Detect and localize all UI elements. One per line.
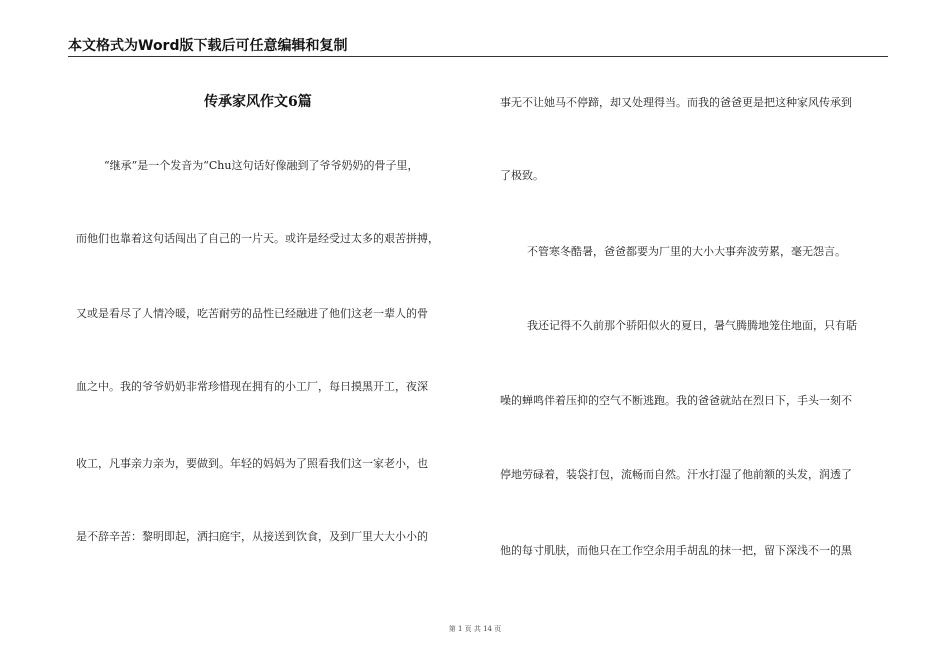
page-header: [68, 32, 888, 57]
paragraph-line: 收工，凡事亲力亲为，要做到。年轻的妈妈为了照看我们这一家老小，也: [76, 457, 428, 470]
page-footer: 第 1 页 共 14 页: [448, 625, 502, 633]
paragraph-line: “继承”是一个发音为“Chu这句话好像融到了爷爷奶奶的骨子里，: [104, 159, 419, 172]
paragraph-line: 了极致。: [500, 169, 544, 182]
paragraph-line: 停地劳碌着，装袋打包，流畅而自然。汗水打湿了他前额的头发，润透了: [500, 468, 852, 481]
paragraph-line: 我还记得不久前那个骄阳似火的夏日，暑气腾腾地笼住地面，只有聒: [527, 319, 857, 332]
header-title: 本文格式为Word版下载后可任意编辑和复制: [68, 38, 348, 54]
paragraph-line: 噪的蝉鸣伴着压抑的空气不断逃跑。我的爸爸就站在烈日下，手头一刻不: [500, 394, 852, 407]
paragraph-line: 血之中。我的爷爷奶奶非常珍惜现在拥有的小工厂，每日摸黑开工，夜深: [76, 380, 428, 393]
paragraph-line: 是不辞辛苦：黎明即起，洒扫庭宇，从接送到饮食，及到厂里大大小小的: [76, 530, 428, 543]
paragraph-line: 不管寒冬酷暑，爸爸都要为厂里的大小大事奔波劳累，毫无怨言。: [527, 245, 846, 258]
paragraph-line: 事无不让她马不停蹄，却又处理得当。而我的爸爸更是把这种家风传承到: [500, 96, 852, 109]
paragraph-line: 而他们也靠着这句话闯出了自己的一片天。或许是经受过太多的艰苦拼搏，: [76, 232, 439, 245]
paragraph-line: 他的每寸肌肤，而他只在工作空余用手胡乱的抹一把，留下深浅不一的黑: [500, 544, 852, 557]
document-title: 传承家风作文6篇: [204, 94, 312, 110]
paragraph-line: 又或是看尽了人情冷暖，吃苦耐劳的品性已经融进了他们这老一辈人的骨: [76, 307, 428, 320]
